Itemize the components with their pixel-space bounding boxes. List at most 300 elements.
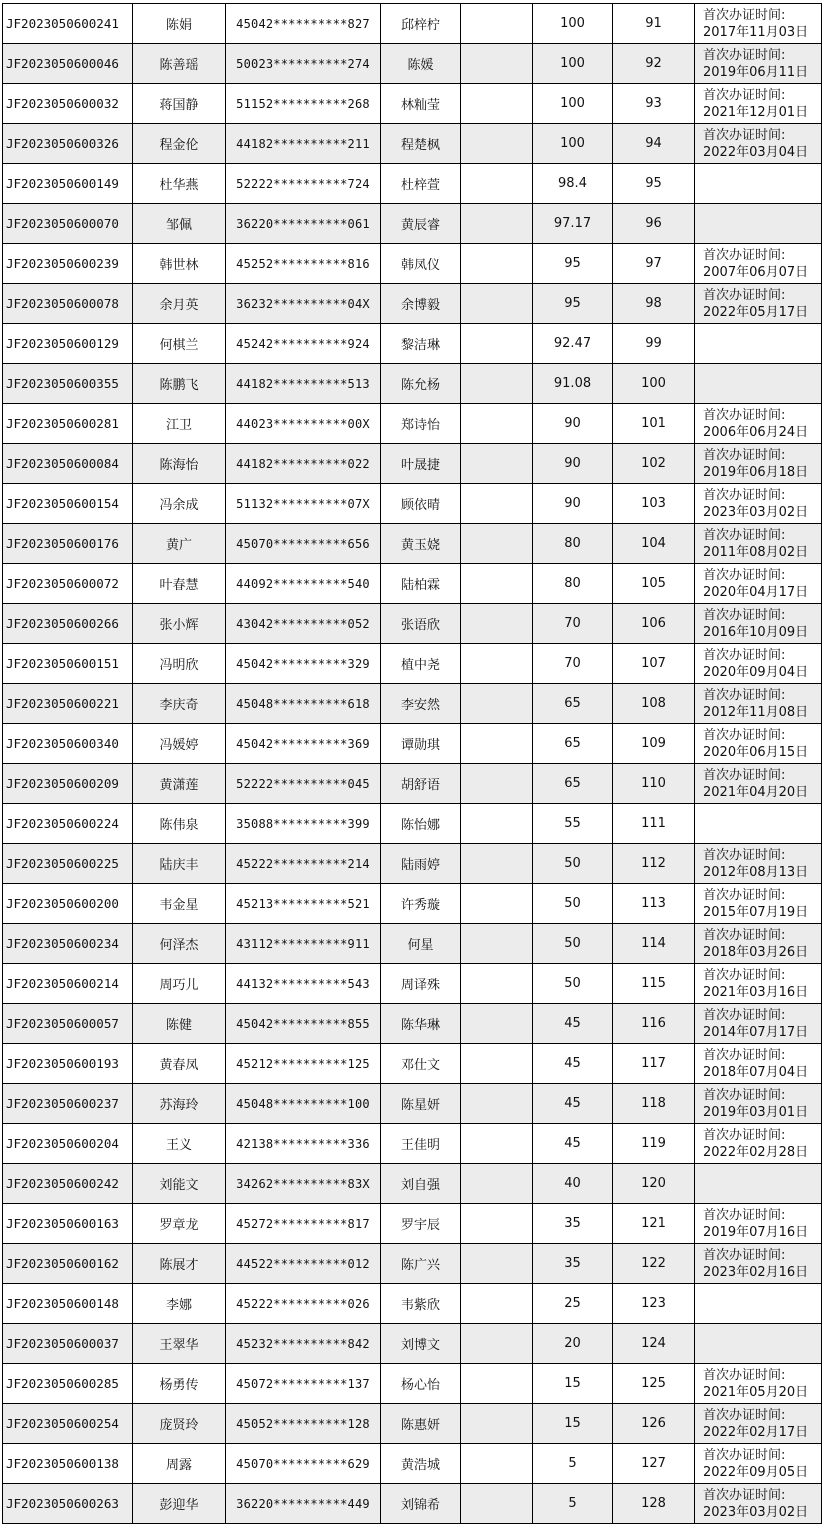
table-row	[3, 164, 822, 204]
child-name-cell: 何星	[381, 924, 461, 964]
id-number-cell: 51132**********07X	[226, 484, 381, 524]
remark-label: 首次办证时间:	[703, 7, 786, 23]
rank-cell: 113	[613, 884, 695, 924]
id-number-cell: 43042**********052	[226, 604, 381, 644]
child-name-cell: 顾依晴	[381, 484, 461, 524]
score-cell: 5	[533, 1484, 613, 1524]
remark-label: 首次办证时间:	[703, 967, 786, 983]
blank-cell	[461, 364, 533, 404]
score-cell: 5	[533, 1444, 613, 1484]
remark-label: 首次办证时间:	[703, 647, 786, 663]
table-row	[3, 564, 822, 604]
remark-cell	[695, 1404, 822, 1444]
id-number-cell: 45052**********128	[226, 1404, 381, 1444]
rank-cell: 120	[613, 1164, 695, 1204]
score-cell: 50	[533, 964, 613, 1004]
remark-label: 首次办证时间:	[703, 1007, 786, 1023]
remark-date: 2023年03月02日	[703, 1504, 809, 1520]
remark-cell	[695, 1124, 822, 1164]
rank-cell: 114	[613, 924, 695, 964]
rank-cell: 104	[613, 524, 695, 564]
score-cell: 50	[533, 844, 613, 884]
application-number-cell: JF2023050600084	[3, 444, 133, 484]
table-body	[3, 4, 822, 1524]
table-row	[3, 1404, 822, 1444]
application-number-cell: JF2023050600151	[3, 644, 133, 684]
remark-label: 首次办证时间:	[703, 487, 786, 503]
applicant-name-cell: 杜华燕	[133, 164, 226, 204]
id-number-cell: 45213**********521	[226, 884, 381, 924]
remark-label: 首次办证时间:	[703, 407, 786, 423]
table-row	[3, 764, 822, 804]
application-number-cell: JF2023050600149	[3, 164, 133, 204]
id-number-cell: 44132**********543	[226, 964, 381, 1004]
remark-date: 2020年06月15日	[703, 744, 809, 760]
applicant-name-cell: 叶春慧	[133, 564, 226, 604]
remark-label: 首次办证时间:	[703, 767, 786, 783]
table-row	[3, 684, 822, 724]
rank-cell: 126	[613, 1404, 695, 1444]
child-name-cell: 陆柏霖	[381, 564, 461, 604]
application-number-cell: JF2023050600242	[3, 1164, 133, 1204]
rank-cell: 102	[613, 444, 695, 484]
blank-cell	[461, 324, 533, 364]
rank-cell: 103	[613, 484, 695, 524]
id-number-cell: 45072**********137	[226, 1364, 381, 1404]
id-number-cell: 45232**********842	[226, 1324, 381, 1364]
id-number-cell: 50023**********274	[226, 44, 381, 84]
score-cell: 90	[533, 444, 613, 484]
rank-cell: 95	[613, 164, 695, 204]
blank-cell	[461, 644, 533, 684]
remark-date: 2020年04月17日	[703, 584, 809, 600]
remark-cell	[695, 4, 822, 44]
id-number-cell: 35088**********399	[226, 804, 381, 844]
remark-cell	[695, 524, 822, 564]
id-number-cell: 44522**********012	[226, 1244, 381, 1284]
blank-cell	[461, 444, 533, 484]
remark-label: 首次办证时间:	[703, 287, 786, 303]
rank-cell: 96	[613, 204, 695, 244]
score-cell: 50	[533, 884, 613, 924]
remark-cell	[695, 444, 822, 484]
table-row	[3, 404, 822, 444]
application-number-cell: JF2023050600129	[3, 324, 133, 364]
id-number-cell: 45042**********369	[226, 724, 381, 764]
blank-cell	[461, 404, 533, 444]
application-number-cell: JF2023050600070	[3, 204, 133, 244]
applicant-name-cell: 黄春凤	[133, 1044, 226, 1084]
rank-cell: 105	[613, 564, 695, 604]
application-number-cell: JF2023050600355	[3, 364, 133, 404]
table-row	[3, 1044, 822, 1084]
remark-cell	[695, 324, 822, 364]
blank-cell	[461, 764, 533, 804]
remark-cell	[695, 404, 822, 444]
blank-cell	[461, 1124, 533, 1164]
blank-cell	[461, 884, 533, 924]
remark-date: 2019年03月01日	[703, 1104, 809, 1120]
child-name-cell: 黄辰睿	[381, 204, 461, 244]
blank-cell	[461, 1404, 533, 1444]
table-row	[3, 44, 822, 84]
ranking-table	[2, 3, 822, 1524]
score-cell: 45	[533, 1004, 613, 1044]
table-row	[3, 204, 822, 244]
rank-cell: 125	[613, 1364, 695, 1404]
score-cell: 65	[533, 724, 613, 764]
blank-cell	[461, 1364, 533, 1404]
remark-cell	[695, 844, 822, 884]
remark-label: 首次办证时间:	[703, 47, 786, 63]
remark-label: 首次办证时间:	[703, 1247, 786, 1263]
remark-cell	[695, 884, 822, 924]
application-number-cell: JF2023050600057	[3, 1004, 133, 1044]
blank-cell	[461, 164, 533, 204]
id-number-cell: 45070**********629	[226, 1444, 381, 1484]
child-name-cell: 韦紫欣	[381, 1284, 461, 1324]
table-row	[3, 604, 822, 644]
remark-label: 首次办证时间:	[703, 527, 786, 543]
rank-cell: 109	[613, 724, 695, 764]
applicant-name-cell: 张小辉	[133, 604, 226, 644]
application-number-cell: JF2023050600209	[3, 764, 133, 804]
remark-label: 首次办证时间:	[703, 1487, 786, 1503]
score-cell: 98.4	[533, 164, 613, 204]
table-row	[3, 1204, 822, 1244]
score-cell: 100	[533, 124, 613, 164]
rank-cell: 116	[613, 1004, 695, 1044]
remark-cell	[695, 164, 822, 204]
remark-label: 首次办证时间:	[703, 1087, 786, 1103]
score-cell: 15	[533, 1404, 613, 1444]
remark-label: 首次办证时间:	[703, 607, 786, 623]
child-name-cell: 郑诗怡	[381, 404, 461, 444]
application-number-cell: JF2023050600046	[3, 44, 133, 84]
remark-date: 2012年11月08日	[703, 704, 809, 720]
child-name-cell: 李安然	[381, 684, 461, 724]
remark-label: 首次办证时间:	[703, 87, 786, 103]
score-cell: 65	[533, 764, 613, 804]
id-number-cell: 44023**********00X	[226, 404, 381, 444]
blank-cell	[461, 84, 533, 124]
score-cell: 70	[533, 604, 613, 644]
table-row	[3, 1164, 822, 1204]
remark-cell	[695, 1164, 822, 1204]
table-row	[3, 1364, 822, 1404]
remark-cell	[695, 604, 822, 644]
blank-cell	[461, 844, 533, 884]
id-number-cell: 45252**********816	[226, 244, 381, 284]
table-row	[3, 1324, 822, 1364]
applicant-name-cell: 陈娟	[133, 4, 226, 44]
blank-cell	[461, 1164, 533, 1204]
remark-date: 2023年03月02日	[703, 504, 809, 520]
rank-cell: 93	[613, 84, 695, 124]
child-name-cell: 刘锦希	[381, 1484, 461, 1524]
child-name-cell: 陈媛	[381, 44, 461, 84]
table-row	[3, 1004, 822, 1044]
applicant-name-cell: 邹佩	[133, 204, 226, 244]
id-number-cell: 45042**********855	[226, 1004, 381, 1044]
applicant-name-cell: 陈伟泉	[133, 804, 226, 844]
remark-date: 2021年03月16日	[703, 984, 809, 1000]
remark-cell	[695, 284, 822, 324]
table-row	[3, 444, 822, 484]
id-number-cell: 45212**********125	[226, 1044, 381, 1084]
score-cell: 100	[533, 44, 613, 84]
remark-cell	[695, 924, 822, 964]
child-name-cell: 余博毅	[381, 284, 461, 324]
child-name-cell: 陈广兴	[381, 1244, 461, 1284]
remark-cell	[695, 484, 822, 524]
score-cell: 80	[533, 564, 613, 604]
table-row	[3, 1444, 822, 1484]
application-number-cell: JF2023050600200	[3, 884, 133, 924]
table-row	[3, 644, 822, 684]
table-row	[3, 4, 822, 44]
remark-cell	[695, 1284, 822, 1324]
application-number-cell: JF2023050600078	[3, 284, 133, 324]
score-cell: 65	[533, 684, 613, 724]
table-row	[3, 524, 822, 564]
id-number-cell: 45222**********214	[226, 844, 381, 884]
child-name-cell: 杜梓萱	[381, 164, 461, 204]
blank-cell	[461, 4, 533, 44]
blank-cell	[461, 1284, 533, 1324]
remark-date: 2007年06月07日	[703, 264, 809, 280]
score-cell: 45	[533, 1044, 613, 1084]
remark-cell	[695, 1324, 822, 1364]
rank-cell: 117	[613, 1044, 695, 1084]
remark-cell	[695, 204, 822, 244]
applicant-name-cell: 陈健	[133, 1004, 226, 1044]
child-name-cell: 陈怡娜	[381, 804, 461, 844]
remark-date: 2019年06月11日	[703, 64, 809, 80]
child-name-cell: 陆雨婷	[381, 844, 461, 884]
rank-cell: 119	[613, 1124, 695, 1164]
id-number-cell: 44092**********540	[226, 564, 381, 604]
score-cell: 95	[533, 244, 613, 284]
remark-cell	[695, 1364, 822, 1404]
score-cell: 35	[533, 1204, 613, 1244]
blank-cell	[461, 244, 533, 284]
id-number-cell: 44182**********513	[226, 364, 381, 404]
application-number-cell: JF2023050600214	[3, 964, 133, 1004]
application-number-cell: JF2023050600254	[3, 1404, 133, 1444]
rank-cell: 108	[613, 684, 695, 724]
id-number-cell: 36220**********061	[226, 204, 381, 244]
child-name-cell: 林籼莹	[381, 84, 461, 124]
remark-cell	[695, 44, 822, 84]
remark-label: 首次办证时间:	[703, 1407, 786, 1423]
score-cell: 90	[533, 404, 613, 444]
application-number-cell: JF2023050600162	[3, 1244, 133, 1284]
id-number-cell: 43112**********911	[226, 924, 381, 964]
applicant-name-cell: 陆庆丰	[133, 844, 226, 884]
remark-date: 2022年02月28日	[703, 1144, 809, 1160]
table-row	[3, 1244, 822, 1284]
id-number-cell: 42138**********336	[226, 1124, 381, 1164]
child-name-cell: 杨心怡	[381, 1364, 461, 1404]
remark-date: 2022年05月17日	[703, 304, 809, 320]
score-cell: 45	[533, 1084, 613, 1124]
remark-date: 2017年11月03日	[703, 24, 809, 40]
blank-cell	[461, 1324, 533, 1364]
child-name-cell: 黄玉娆	[381, 524, 461, 564]
blank-cell	[461, 284, 533, 324]
child-name-cell: 陈华琳	[381, 1004, 461, 1044]
remark-label: 首次办证时间:	[703, 927, 786, 943]
blank-cell	[461, 1084, 533, 1124]
table-row	[3, 84, 822, 124]
application-number-cell: JF2023050600138	[3, 1444, 133, 1484]
score-cell: 20	[533, 1324, 613, 1364]
score-cell: 100	[533, 84, 613, 124]
rank-cell: 99	[613, 324, 695, 364]
remark-cell	[695, 1004, 822, 1044]
application-number-cell: JF2023050600239	[3, 244, 133, 284]
score-cell: 100	[533, 4, 613, 44]
child-name-cell: 叶晟捷	[381, 444, 461, 484]
child-name-cell: 王佳明	[381, 1124, 461, 1164]
applicant-name-cell: 蒋国静	[133, 84, 226, 124]
rank-cell: 118	[613, 1084, 695, 1124]
blank-cell	[461, 1444, 533, 1484]
remark-cell	[695, 84, 822, 124]
applicant-name-cell: 陈鹏飞	[133, 364, 226, 404]
child-name-cell: 胡舒语	[381, 764, 461, 804]
id-number-cell: 45070**********656	[226, 524, 381, 564]
child-name-cell: 许秀璇	[381, 884, 461, 924]
application-number-cell: JF2023050600072	[3, 564, 133, 604]
child-name-cell: 谭勋琪	[381, 724, 461, 764]
remark-date: 2022年03月04日	[703, 144, 809, 160]
blank-cell	[461, 1004, 533, 1044]
rank-cell: 110	[613, 764, 695, 804]
remark-date: 2006年06月24日	[703, 424, 809, 440]
remark-label: 首次办证时间:	[703, 1447, 786, 1463]
rank-cell: 122	[613, 1244, 695, 1284]
id-number-cell: 45048**********100	[226, 1084, 381, 1124]
remark-label: 首次办证时间:	[703, 1207, 786, 1223]
rank-cell: 127	[613, 1444, 695, 1484]
remark-date: 2014年07月17日	[703, 1024, 809, 1040]
id-number-cell: 45222**********026	[226, 1284, 381, 1324]
remark-date: 2019年07月16日	[703, 1224, 809, 1240]
blank-cell	[461, 44, 533, 84]
remark-date: 2021年05月20日	[703, 1384, 809, 1400]
score-cell: 97.17	[533, 204, 613, 244]
applicant-name-cell: 周露	[133, 1444, 226, 1484]
applicant-name-cell: 陈海怡	[133, 444, 226, 484]
rank-cell: 94	[613, 124, 695, 164]
table-row	[3, 124, 822, 164]
applicant-name-cell: 王翠华	[133, 1324, 226, 1364]
application-number-cell: JF2023050600032	[3, 84, 133, 124]
application-number-cell: JF2023050600263	[3, 1484, 133, 1524]
blank-cell	[461, 524, 533, 564]
id-number-cell: 44182**********211	[226, 124, 381, 164]
table-row	[3, 364, 822, 404]
blank-cell	[461, 964, 533, 1004]
blank-cell	[461, 564, 533, 604]
rank-cell: 97	[613, 244, 695, 284]
blank-cell	[461, 1244, 533, 1284]
application-number-cell: JF2023050600241	[3, 4, 133, 44]
blank-cell	[461, 1204, 533, 1244]
application-number-cell: JF2023050600148	[3, 1284, 133, 1324]
score-cell: 70	[533, 644, 613, 684]
score-cell: 40	[533, 1164, 613, 1204]
id-number-cell: 36232**********04X	[226, 284, 381, 324]
applicant-name-cell: 罗章龙	[133, 1204, 226, 1244]
application-number-cell: JF2023050600193	[3, 1044, 133, 1084]
remark-cell	[695, 1084, 822, 1124]
rank-cell: 92	[613, 44, 695, 84]
applicant-name-cell: 余月英	[133, 284, 226, 324]
remark-date: 2021年04月20日	[703, 784, 809, 800]
child-name-cell: 黎洁琳	[381, 324, 461, 364]
remark-cell	[695, 964, 822, 1004]
application-number-cell: JF2023050600225	[3, 844, 133, 884]
child-name-cell: 周译殊	[381, 964, 461, 1004]
blank-cell	[461, 204, 533, 244]
child-name-cell: 程楚枫	[381, 124, 461, 164]
remark-cell	[695, 364, 822, 404]
id-number-cell: 36220**********449	[226, 1484, 381, 1524]
rank-cell: 124	[613, 1324, 695, 1364]
remark-date: 2015年07月19日	[703, 904, 809, 920]
id-number-cell: 45048**********618	[226, 684, 381, 724]
score-cell: 55	[533, 804, 613, 844]
remark-cell	[695, 1484, 822, 1524]
application-number-cell: JF2023050600176	[3, 524, 133, 564]
application-number-cell: JF2023050600281	[3, 404, 133, 444]
application-number-cell: JF2023050600237	[3, 1084, 133, 1124]
rank-cell: 101	[613, 404, 695, 444]
application-number-cell: JF2023050600154	[3, 484, 133, 524]
table-row	[3, 924, 822, 964]
remark-label: 首次办证时间:	[703, 447, 786, 463]
applicant-name-cell: 韩世林	[133, 244, 226, 284]
child-name-cell: 张语欣	[381, 604, 461, 644]
table-row	[3, 1484, 822, 1524]
applicant-name-cell: 王义	[133, 1124, 226, 1164]
child-name-cell: 罗宇辰	[381, 1204, 461, 1244]
blank-cell	[461, 924, 533, 964]
remark-cell	[695, 1044, 822, 1084]
remark-date: 2016年10月09日	[703, 624, 809, 640]
applicant-name-cell: 刘能文	[133, 1164, 226, 1204]
remark-date: 2023年02月16日	[703, 1264, 809, 1280]
applicant-name-cell: 李庆奇	[133, 684, 226, 724]
child-name-cell: 陈星妍	[381, 1084, 461, 1124]
table-row	[3, 284, 822, 324]
table-row	[3, 244, 822, 284]
remark-label: 首次办证时间:	[703, 847, 786, 863]
id-number-cell: 45242**********924	[226, 324, 381, 364]
table-row	[3, 1124, 822, 1164]
remark-cell	[695, 1444, 822, 1484]
application-number-cell: JF2023050600204	[3, 1124, 133, 1164]
blank-cell	[461, 604, 533, 644]
applicant-name-cell: 庞贤玲	[133, 1404, 226, 1444]
score-cell: 91.08	[533, 364, 613, 404]
remark-cell	[695, 1244, 822, 1284]
application-number-cell: JF2023050600163	[3, 1204, 133, 1244]
table-row	[3, 964, 822, 1004]
